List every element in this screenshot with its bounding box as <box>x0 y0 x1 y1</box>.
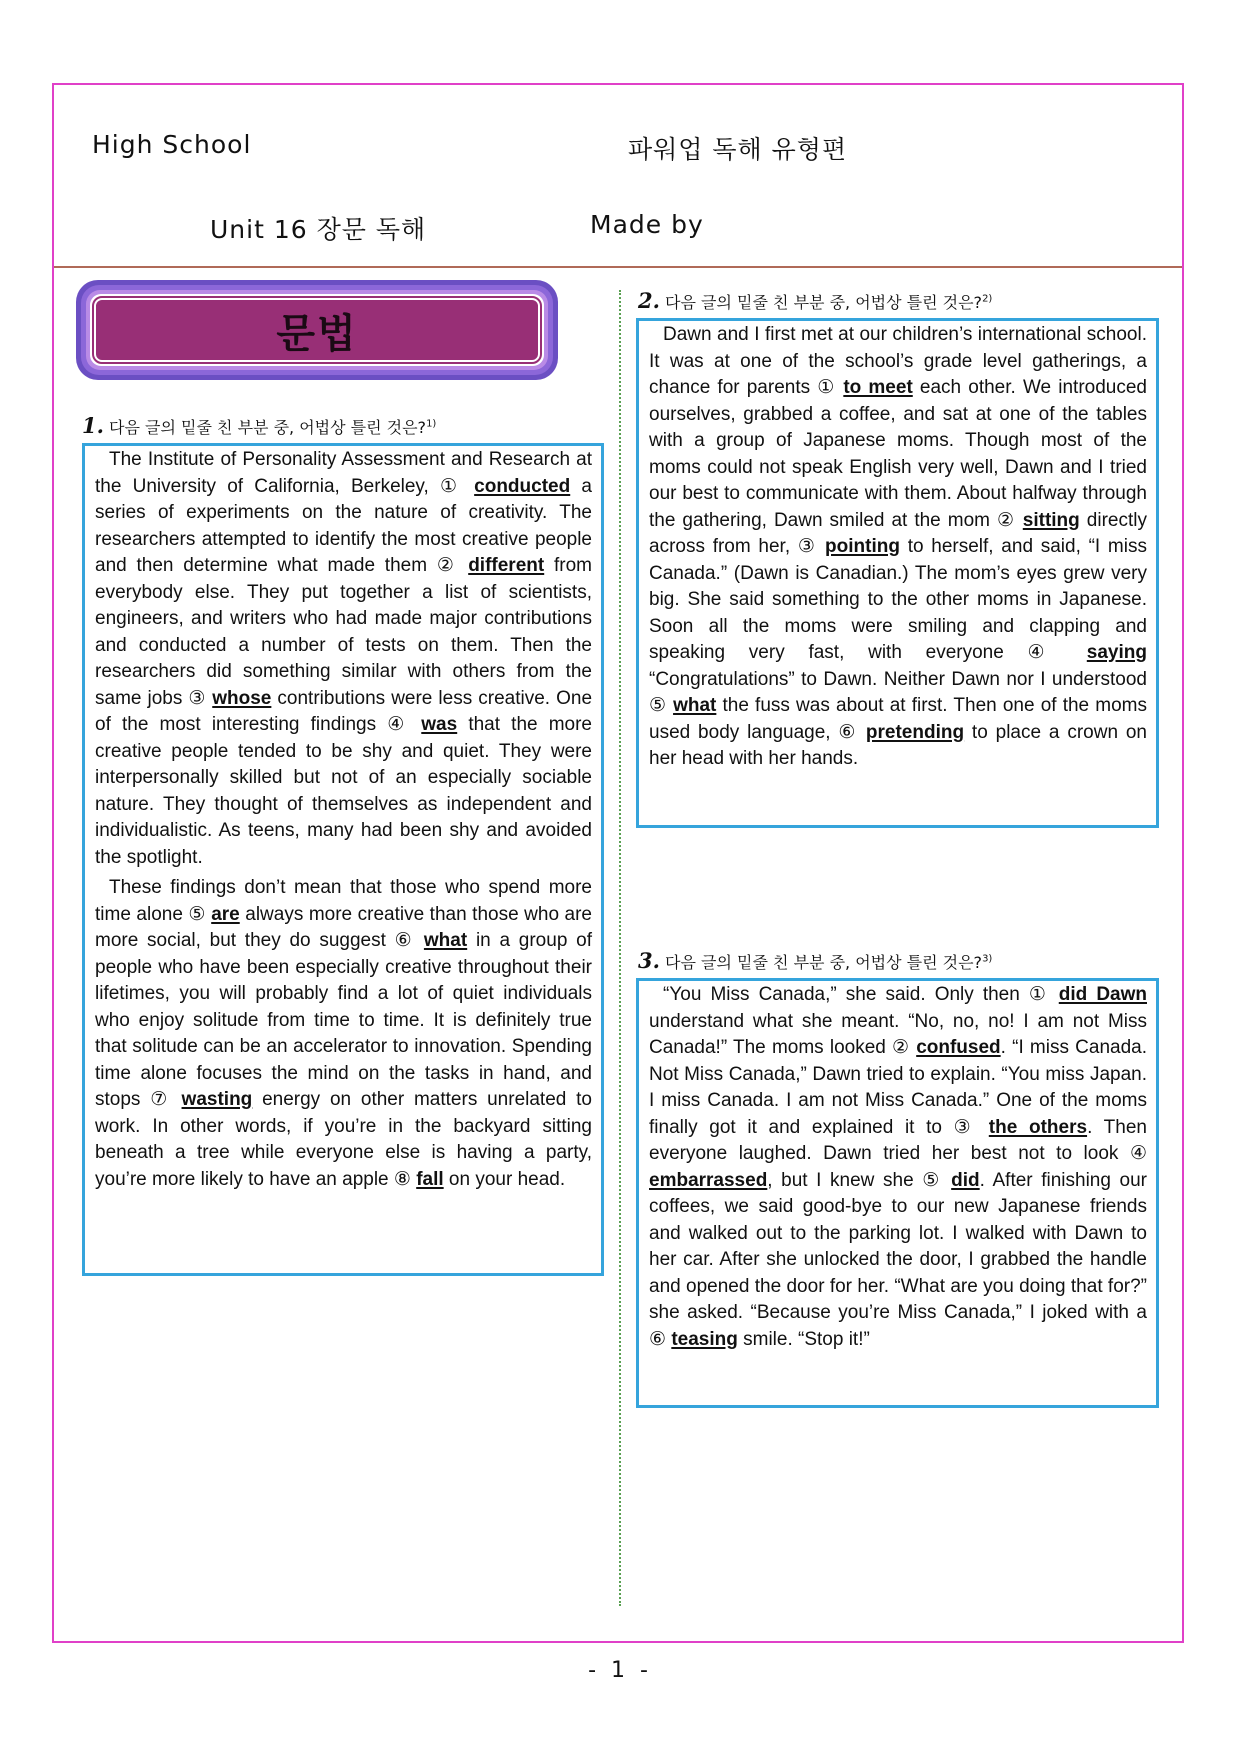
passage-text: “You Miss Canada,” she said. Only then ① <box>663 984 1059 1005</box>
passage-text: to herself, and said, “I miss Canada.” (Dawn is Canadian.) The mom’s eyes grew very big. She said something to the other moms in Japanese. Soon all the moms were smiling and clapping and speaking very fast, with everyone ④ <box>649 536 1147 663</box>
passage-text: to place a crown on her head with her hands. <box>649 721 1147 769</box>
passage-text: understand what she meant. “No, no, no! I am not Miss Canada!” The moms looked ② <box>649 1010 1147 1058</box>
question-number: 3. <box>638 948 660 973</box>
question-prompt: 다음 글의 밑줄 친 부분 중, 어법상 틀린 것은? <box>665 953 983 972</box>
passage-text: always more creative than those who are more social, but they do suggest ⑥ <box>95 903 592 951</box>
underlined-choice: are <box>211 903 240 925</box>
underlined-choice: different <box>468 555 545 576</box>
underlined-choice: fall <box>416 1168 444 1190</box>
passage-text: energy on other matters unrelated to work. In other words, if you’re in the backyard sitting beneath a tree while everyone else is having a party, you’re more likely to have an apple ⑧ <box>95 1089 592 1190</box>
underlined-choice: saying <box>1086 642 1147 663</box>
underlined-choice: the others <box>988 1116 1088 1138</box>
passage-text: The Institute of Personality Assessment and Research at the University of California, Berkeley, ① <box>95 449 592 497</box>
passage-text: Dawn and I first met at our children’s international school. It was at one of the school’s grade level gatherings, a chance for parents ① <box>649 324 1147 398</box>
question-2-passage <box>636 318 1159 828</box>
passage-text: that the more creative people tended to be shy and quiet. They were interpersonally skilled but not of an especially sociable nature. They thought of themselves as independent and individualistic. As teens, many had been shy and avoided the spotlight. <box>95 714 592 868</box>
question-3-heading <box>638 948 992 973</box>
passage-text: the fuss was about at first. Then one of the moms used body language, ⑥ <box>649 695 1147 743</box>
section-banner <box>76 280 558 380</box>
passage-text: “Congratulations” to Dawn. Neither Dawn nor I understood ⑤ <box>649 668 1147 716</box>
passage-text: a series of experiments on the nature of creativity. The researchers attempted to identify the most creative people and then determine what made them ② <box>95 475 592 576</box>
underlined-choice: embarrassed <box>649 1169 768 1191</box>
question-1-passage <box>82 443 604 1276</box>
passage-text: . Then everyone laughed. Dawn tried her best not to look ④ <box>649 1116 1147 1164</box>
passage-paragraph <box>649 322 1147 773</box>
header-book-title: 파워업 독해 유형편 <box>628 135 848 164</box>
passage-text: These findings don’t mean that those who spend more time alone ⑤ <box>95 877 592 925</box>
underlined-choice: sitting <box>1022 509 1080 531</box>
question-prompt: 다음 글의 밑줄 친 부분 중, 어법상 틀린 것은? <box>109 418 427 437</box>
page-number: - 1 - <box>588 1658 652 1683</box>
underlined-choice: to meet <box>843 377 913 398</box>
header-level: High School <box>92 130 252 159</box>
passage-paragraph <box>649 982 1147 1353</box>
header-unit: Unit 16 장문 독해 <box>210 215 427 244</box>
question-prompt: 다음 글의 밑줄 친 부분 중, 어법상 틀린 것은? <box>665 293 983 312</box>
footnote-marker: 3) <box>982 953 993 965</box>
question-number: 1. <box>82 413 104 438</box>
passage-text: on your head. <box>443 1168 566 1190</box>
passage-paragraph <box>95 875 592 1193</box>
underlined-choice: pointing <box>825 536 900 557</box>
passage-text: . “I miss Canada. Not Miss Canada,” Dawn tried to explain. “You miss Japan. I miss Canada. I am not Miss Canada.” One of the moms finally got it and explained it to ③ <box>649 1037 1147 1138</box>
footnote-marker: 1) <box>426 418 437 430</box>
underlined-choice: what <box>673 695 717 716</box>
underlined-choice: did Dawn <box>1058 984 1147 1005</box>
passage-text: directly across from her, ③ <box>649 509 1147 557</box>
underlined-choice: wasting <box>181 1089 253 1110</box>
footnote-marker: 2) <box>982 293 993 305</box>
underlined-choice: was <box>421 714 458 735</box>
passage-text: smile. “Stop it!” <box>737 1328 870 1350</box>
question-number: 2. <box>638 288 660 313</box>
passage-text: from everybody else. They put together a list of scientists, engineers, and writers who had made major contributions and conducted a number of tests on them. Then the researchers did something similar with others from the same jobs ③ <box>95 555 592 709</box>
passage-text: . After finishing our coffees, we said good-bye to our new Japanese friends and walked out to the parking lot. I walked with Dawn to her car. After she unlocked the door, I grabbed the handle and opened the door for her. “What are you doing that for?” she asked. “Because you’re Miss Canada,” I joked with a ⑥ <box>649 1169 1147 1350</box>
passage-paragraph <box>95 447 592 871</box>
underlined-choice: conducted <box>474 475 571 497</box>
question-2-heading <box>638 288 992 313</box>
column-divider <box>619 290 621 1606</box>
passage-text: each other. We introduced ourselves, grabbed a coffee, and sat at one of the tables with a group of Japanese moms. Though most of the moms could not speak English very well, Dawn and I tried our best to communicate with them. About halfway through the gathering, Dawn smiled at the mom ② <box>649 377 1147 531</box>
passage-text: , but I knew she ⑤ <box>767 1169 952 1191</box>
underlined-choice: what <box>423 930 468 951</box>
question-1-heading <box>82 413 436 438</box>
header-made-by: Made by <box>590 210 704 239</box>
underlined-choice: did <box>951 1169 980 1191</box>
underlined-choice: whose <box>212 687 272 709</box>
section-title: 문법 <box>276 310 358 357</box>
question-3-passage <box>636 978 1159 1408</box>
underlined-choice: pretending <box>865 721 965 743</box>
underlined-choice: confused <box>916 1037 1001 1058</box>
underlined-choice: teasing <box>671 1328 738 1350</box>
passage-text: in a group of people who have been especially creative throughout their lifetimes, you will probably find a lot of quiet individuals who enjoy solitude from time to time. It is definitely true that solitude can be an accelerator to innovation. Spending time alone focuses the mind on the tasks in hand, and stops ⑦ <box>95 930 592 1110</box>
passage-text: contributions were less creative. One of the most interesting findings ④ <box>95 687 593 735</box>
header-divider <box>54 266 1182 268</box>
